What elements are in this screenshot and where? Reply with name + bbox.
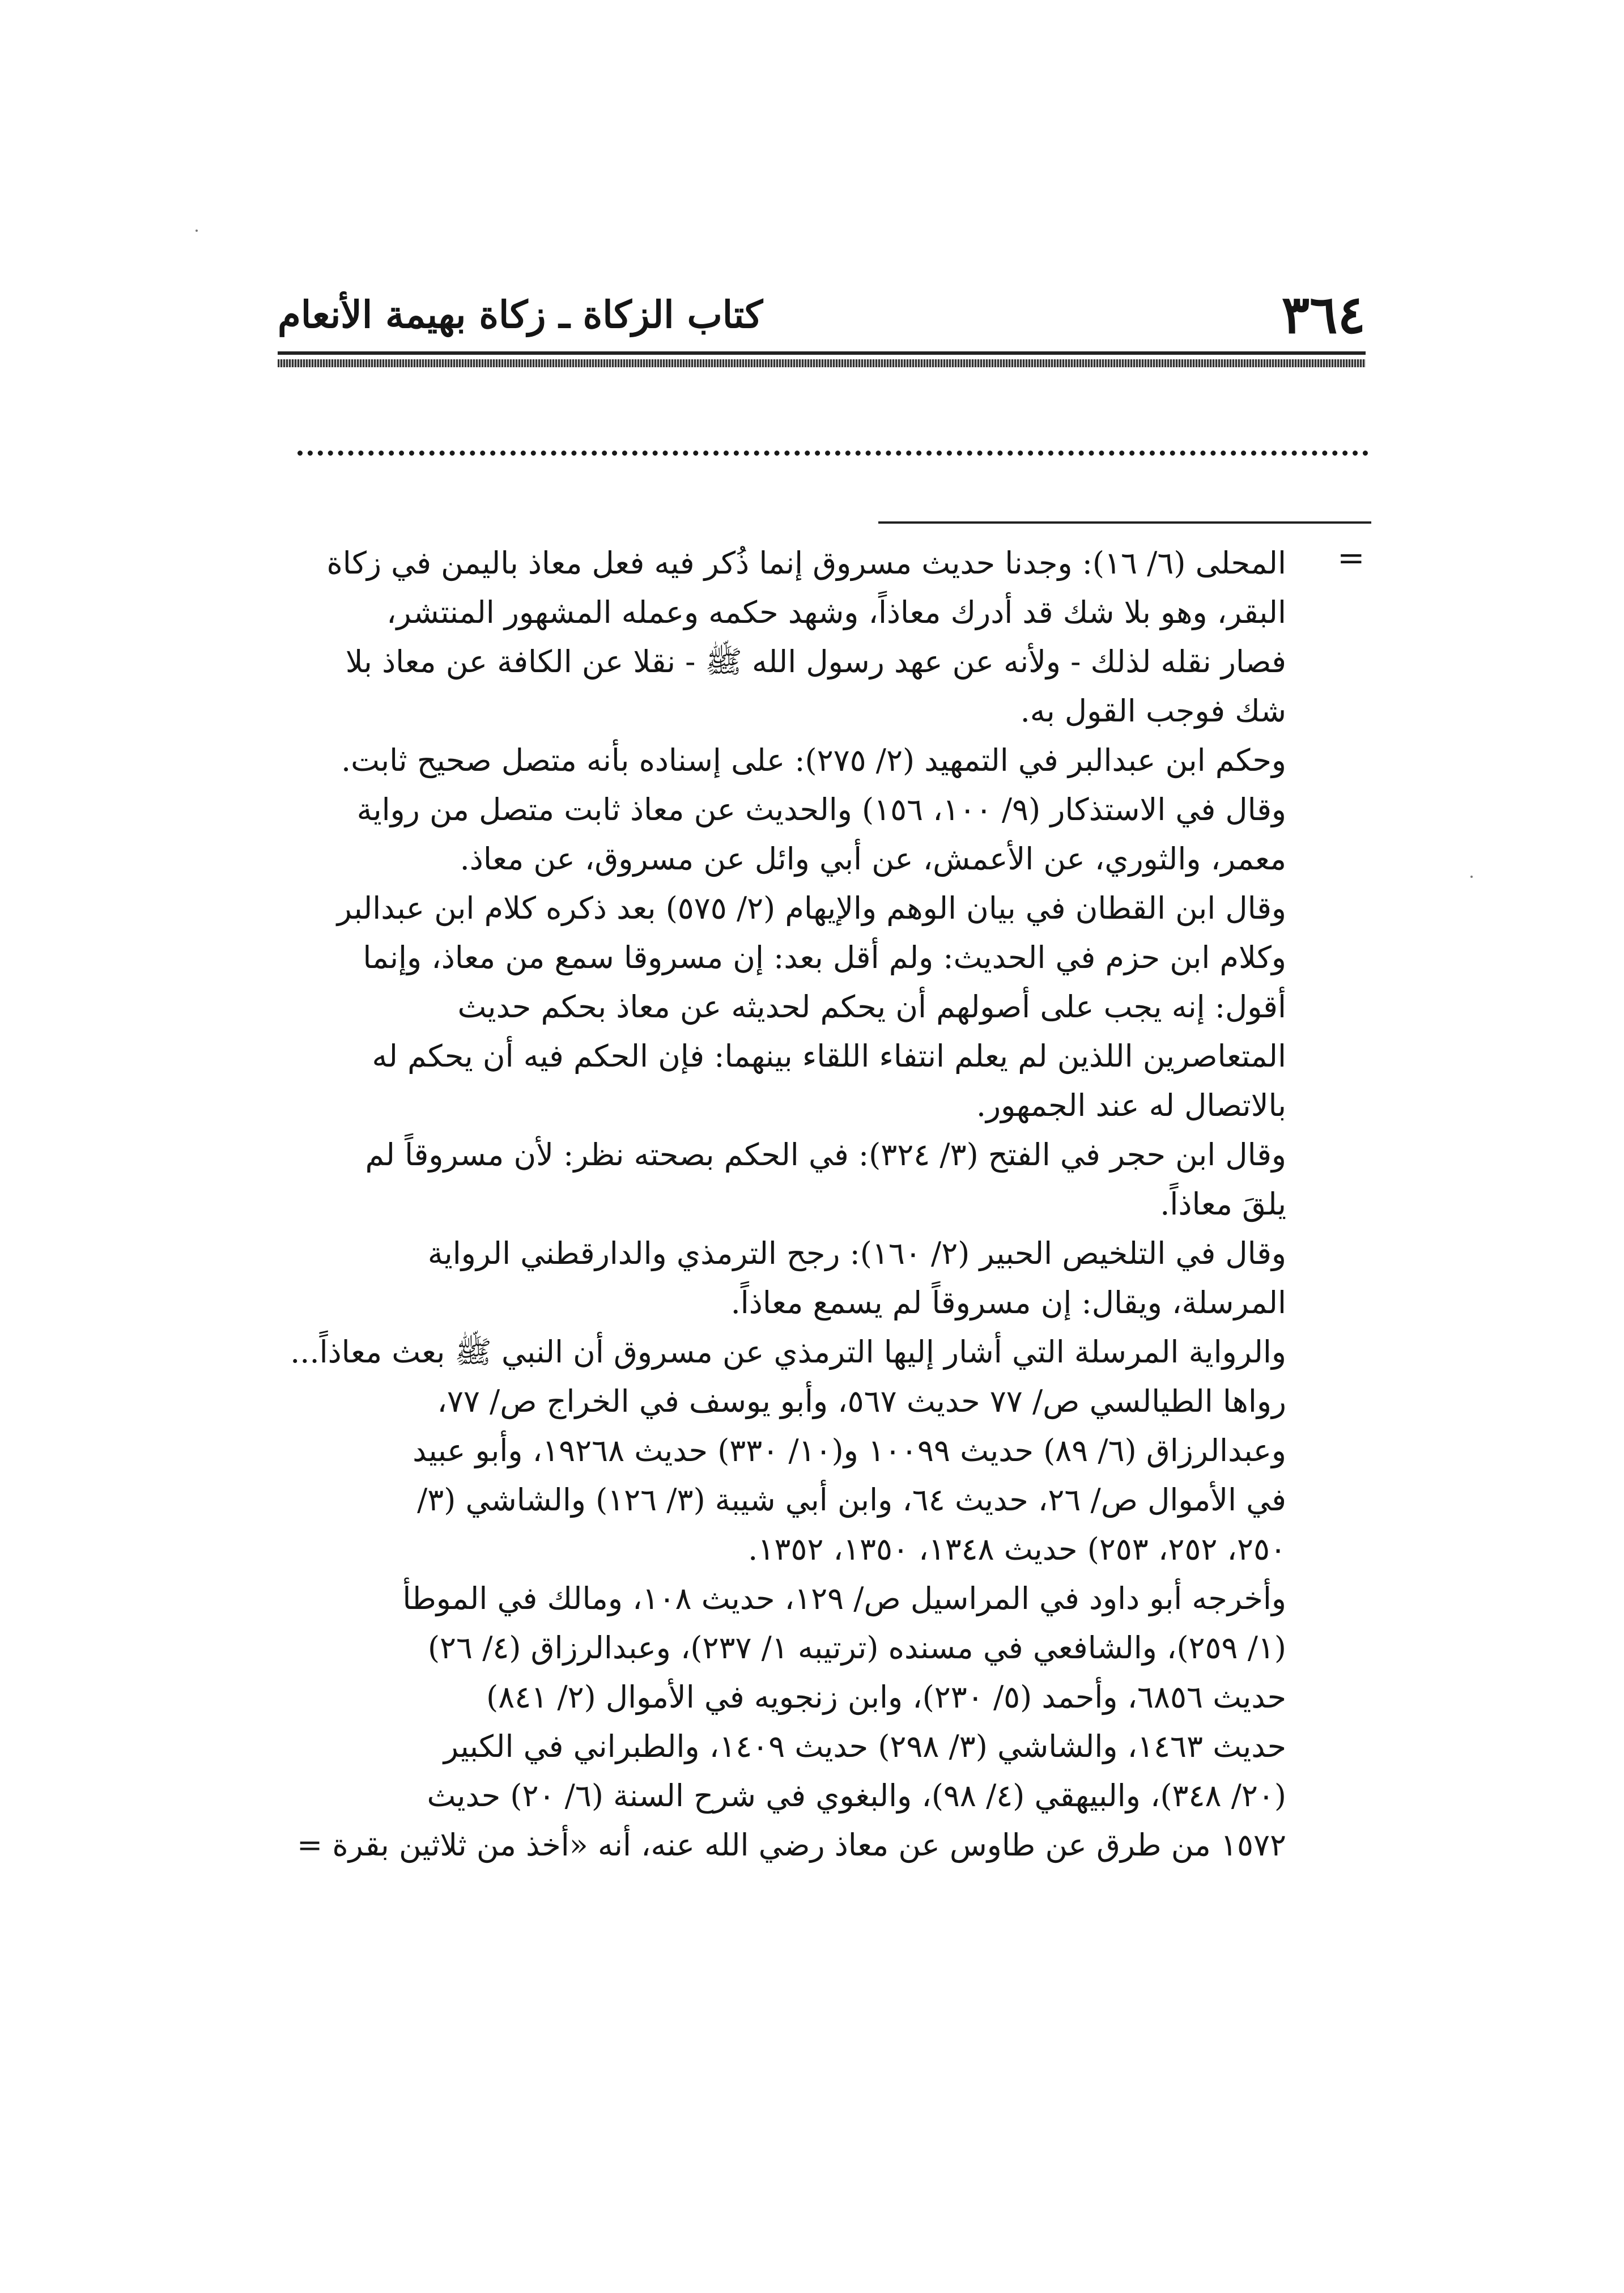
footnote-line: أقول: إنه يجب على أصولهم أن يحكم لحديثه عن معاذ بحكم حديث bbox=[457, 989, 1286, 1025]
scan-speck bbox=[195, 230, 198, 232]
dotted-separator bbox=[297, 451, 1368, 456]
footnote-body bbox=[278, 538, 1286, 1870]
footnote-line: وعبدالرزاق (٦/ ٨٩) حديث ١٠٠٩٩ و(١٠/ ٣٣٠) حديث ١٩٢٦٨، وأبو عبيد bbox=[413, 1433, 1286, 1468]
page-header bbox=[278, 283, 1366, 346]
footnote-line: وكلام ابن حزم في الحديث: ولم أقل بعد: إن مسروقا سمع من معاذ، وإنما bbox=[363, 940, 1286, 975]
footnote-line: المتعاصرين اللذين لم يعلم انتفاء اللقاء بينهما: فإن الحكم فيه أن يحكم له bbox=[372, 1038, 1286, 1074]
footnote-line: وحكم ابن عبدالبر في التمهيد (٢/ ٢٧٥): على إسناده بأنه متصل صحيح ثابت. bbox=[341, 742, 1286, 778]
footnote-line: ١٥٧٢ من طرق عن طاوس عن معاذ رضي الله عنه، أنه «أخذ من ثلاثين بقرة = bbox=[296, 1827, 1286, 1863]
footnote-line: وقال ابن القطان في بيان الوهم والإيهام (٢/ ٥٧٥) بعد ذكره كلام ابن عبدالبر bbox=[337, 890, 1286, 926]
footnote-line: بالاتصال له عند الجمهور. bbox=[976, 1088, 1286, 1123]
footnote-line: ٢٥٠، ٢٥٢، ٢٥٣) حديث ١٣٤٨، ١٣٥٠، ١٣٥٢. bbox=[748, 1531, 1286, 1567]
scan-speck bbox=[1470, 876, 1473, 878]
footnote-line: وقال ابن حجر في الفتح (٣/ ٣٢٤): في الحكم بصحته نظر: لأن مسروقاً لم bbox=[365, 1137, 1286, 1173]
footnote-line: حديث ١٤٦٣، والشاشي (٣/ ٢٩٨) حديث ١٤٠٩، والطبراني في الكبير bbox=[443, 1729, 1286, 1764]
footnote-line: (١/ ٢٥٩)، والشافعي في مسنده (ترتيبه ١/ ٢٣٧)، وعبدالرزاق (٤/ ٢٦) bbox=[427, 1630, 1286, 1666]
header-rule bbox=[278, 351, 1366, 355]
footnote-line: في الأموال ص/ ٢٦، حديث ٦٤، وابن أبي شيبة (٣/ ١٢٦) والشاشي (٣/ bbox=[417, 1482, 1286, 1518]
footnote-line: المرسلة، ويقال: إن مسروقاً لم يسمع معاذاً. bbox=[730, 1285, 1286, 1320]
footnote-line: (٢٠/ ٣٤٨)، والبيهقي (٤/ ٩٨)، والبغوي في شرح السنة (٦/ ٢٠) حديث bbox=[427, 1778, 1286, 1814]
footnote-line: شك فوجب القول به. bbox=[1020, 693, 1286, 729]
footnote-line: والرواية المرسلة التي أشار إليها الترمذي عن مسروق أن النبي ﷺ بعث معاذاً... bbox=[290, 1334, 1286, 1370]
footnote-line: حديث ٦٨٥٦، وأحمد (٥/ ٢٣٠)، وابن زنجويه في الأموال (٢/ ٨٤١) bbox=[486, 1679, 1286, 1715]
page-number: ٣٦٤ bbox=[1281, 284, 1366, 345]
footnote-line: وقال في التلخيص الحبير (٢/ ١٦٠): رجح الترمذي والدارقطني الرواية bbox=[427, 1235, 1286, 1271]
header-rule-shaded bbox=[278, 359, 1366, 367]
footnote-line: وقال في الاستذكار (٩/ ١٠٠، ١٥٦) والحديث عن معاذ ثابت متصل من رواية bbox=[356, 792, 1286, 827]
running-title: كتاب الزكاة ـ زكاة بهيمة الأنعام bbox=[278, 292, 763, 337]
footnote-line: فصار نقله لذلك - ولأنه عن عهد رسول الله ﷺ - نقلا عن الكافة عن معاذ بلا bbox=[345, 644, 1286, 680]
footnote-line: رواها الطيالسي ص/ ٧٧ حديث ٥٦٧، وأبو يوسف في الخراج ص/ ٧٧، bbox=[437, 1383, 1286, 1419]
footnote-line: البقر، وهو بلا شك قد أدرك معاذاً، وشهد حكمه وعمله المشهور المنتشر، bbox=[386, 595, 1286, 630]
footnote-line: وأخرجه أبو داود في المراسيل ص/ ١٢٩، حديث ١٠٨، ومالك في الموطأ bbox=[402, 1581, 1286, 1616]
continuation-marker: = bbox=[1337, 538, 1365, 577]
footnote-separator bbox=[878, 521, 1371, 524]
footnote-line: يلقَ معاذاً. bbox=[1160, 1186, 1286, 1222]
footnote-line: معمر، والثوري، عن الأعمش، عن أبي وائل عن مسروق، عن معاذ. bbox=[460, 841, 1286, 877]
footnote-line: المحلى (٦/ ١٦): وجدنا حديث مسروق إنما ذُكر فيه فعل معاذ باليمن في زكاة bbox=[326, 545, 1286, 581]
